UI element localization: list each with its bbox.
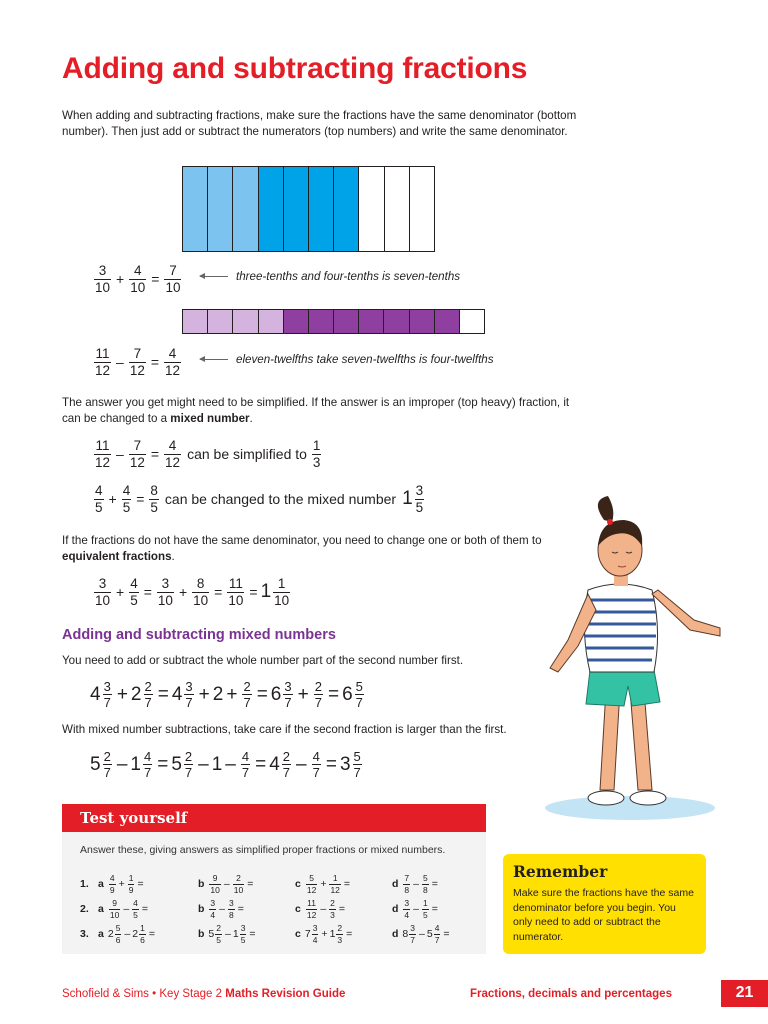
footer-book-info: Schofield & Sims • Key Stage 2 Maths Revision Guide (62, 988, 346, 1000)
question-2d: d 3 4 – $\frac{1}{5}$ = (392, 898, 438, 920)
bar-segment (359, 310, 384, 333)
bar-segment (435, 310, 460, 333)
equation-mixed-addition: 4 3 7 + 2 $\frac{2}{7}$ = 4 3 7 + 2 + $\frac{2}{7}$ = 6 3 7 + $\frac{2}{7}$ = 6 5 7 (90, 679, 363, 710)
equivalent-paragraph: If the fractions do not have the same denominator, you need to change one or both of them to equivalent fractions. (62, 534, 542, 563)
tenths-bar-diagram (182, 166, 435, 252)
bar-segment (259, 310, 284, 333)
girl-illustration (520, 490, 760, 825)
remember-box (503, 854, 706, 954)
question-row-2: 2. a 9 10 – $\frac{4}{5}$ = b 3 4 – $\frac{3}{8}$ = c 11 12 – $\frac{2}{3}$ = d 3 4 – $\frac{1}{5}$ = (80, 898, 438, 920)
mixed-paragraph: You need to add or subtract the whole number part of the second number first. (62, 654, 464, 667)
bar-segment (233, 310, 258, 333)
question-3d: d 8 3 7 – 5 $\frac{4}{7}$ = (392, 923, 450, 945)
bar-segment (385, 167, 410, 251)
subtraction-paragraph: With mixed number subtractions, take care if the second fraction is larger than the first. (62, 723, 507, 736)
equation-mixed-number: 4 5 + $\frac{4}{5}$ = $\frac{8}{5}$ can be changed to the mixed number 1 3 5 (95, 483, 424, 515)
fraction: $\frac{7}{10}$ (165, 263, 181, 295)
fraction: $\frac{4}{10}$ (130, 263, 146, 295)
bar-segment (208, 167, 233, 251)
equation-mixed-subtraction: 5 2 7 – 1 $\frac{4}{7}$ = 5 2 7 – 1 – $\frac{4}{7}$ = 4 2 7 – $\frac{4}{7}$ = 3 5 7 (90, 749, 361, 780)
fraction: $\frac{4}{12}$ (165, 346, 181, 378)
question-row-3: 3. a 2 5 6 – 2 $\frac{1}{6}$ = b 5 2 5 – 1 $\frac{3}{5}$ = c 7 3 4 + 1 $\frac{2}{3}$ = d 8 3 7 – 5 $\frac{4}{7}$ = (80, 923, 450, 945)
arrow-left-icon (200, 359, 228, 360)
remember-heading: Remember (513, 862, 608, 881)
mixed-numbers-heading: Adding and subtracting mixed numbers (62, 627, 336, 643)
bar-segment (410, 167, 434, 251)
fraction: $\frac{7}{12}$ (129, 438, 145, 470)
bar-segment (208, 310, 233, 333)
bar-segment (259, 167, 284, 251)
question-row-1: 1. a 4 9 + $\frac{1}{9}$ = b 9 10 – $\frac{2}{10}$ = c 5 12 + $\frac{1}{12}$ = d 7 8 – $\frac{5}{8}$ = (80, 873, 438, 895)
fraction: $\frac{4}{5}$ (122, 483, 131, 515)
fraction: $\frac{8}{5}$ (150, 483, 158, 515)
bar-segment (410, 310, 435, 333)
question-2c: c 11 12 – $\frac{2}{3}$ = (295, 898, 346, 920)
twelfths-bar-diagram (182, 309, 485, 334)
footer-section: Fractions, decimals and percentages (470, 988, 672, 1000)
bar-segment (233, 167, 258, 251)
fraction: 1 3 (312, 438, 321, 470)
question-3b: b 5 2 5 – 1 $\frac{3}{5}$ = (198, 923, 256, 945)
bar-segment (183, 310, 208, 333)
fraction: 4 5 (95, 483, 103, 515)
question-1a: a 4 9 + $\frac{1}{9}$ = (98, 873, 144, 895)
note-tenths: three-tenths and four-tenths is seven-tenths (200, 270, 460, 283)
question-1c: c 5 12 + $\frac{1}{12}$ = (295, 873, 351, 895)
equation-tenths: 3 10 + $\frac{4}{10}$ = $\frac{7}{10}$ (95, 263, 181, 295)
bar-segment (284, 167, 309, 251)
fraction: 11 12 (95, 346, 111, 378)
equation-equivalent: 3 10 + $\frac{4}{5}$ = $\frac{3}{10}$ + $\frac{8}{10}$ = $\frac{11}{10}$ = 1 1 10 (95, 576, 290, 608)
question-2b: b 3 4 – $\frac{3}{8}$ = (198, 898, 244, 920)
question-1d: d 7 8 – $\frac{5}{8}$ = (392, 873, 438, 895)
bar-segment (284, 310, 309, 333)
question-3c: c 7 3 4 + 1 $\frac{2}{3}$ = (295, 923, 353, 945)
question-1b: b 9 10 – $\frac{2}{10}$ = (198, 873, 254, 895)
page-number: 21 (721, 980, 768, 1007)
question-2a: a 9 10 – $\frac{4}{5}$ = (98, 898, 149, 920)
test-intro: Answer these, giving answers as simplified proper fractions or mixed numbers. (80, 844, 446, 856)
bar-segment (334, 167, 359, 251)
bar-segment (384, 310, 409, 333)
page-title: Adding and subtracting fractions (62, 52, 528, 85)
bar-segment (334, 310, 359, 333)
bar-segment (359, 167, 384, 251)
fraction: $\frac{4}{12}$ (165, 438, 181, 470)
note-twelfths: eleven-twelfths take seven-twelfths is four-twelfths (200, 353, 494, 366)
bar-segment (183, 167, 208, 251)
intro-paragraph: When adding and subtracting fractions, make sure the fractions have the same denominator (bottom number). Then just add or subtract the numerators (top numbers) and write the same denominator. (62, 109, 577, 138)
fraction: 3 5 (415, 483, 424, 515)
question-3a: a 2 5 6 – 2 $\frac{1}{6}$ = (98, 923, 155, 945)
simplify-paragraph: The answer you get might need to be simplified. If the answer is an improper (top heavy) fraction, it can be changed to a mixed number. (62, 396, 570, 425)
arrow-left-icon (200, 276, 228, 277)
bar-segment (460, 310, 484, 333)
fraction: $\frac{7}{12}$ (129, 346, 145, 378)
bar-segment (309, 167, 334, 251)
equation-twelfths: 11 12 – $\frac{7}{12}$ = $\frac{4}{12}$ (95, 346, 181, 378)
test-yourself-heading: Test yourself (62, 804, 486, 832)
fraction: 3 10 (95, 263, 111, 295)
remember-text: Make sure the fractions have the same denominator before you begin. You only need to add or subtract the numerator. (513, 887, 694, 943)
bar-segment (309, 310, 334, 333)
equation-simplify: 11 12 – $\frac{7}{12}$ = $\frac{4}{12}$ can be simplified to 1 3 (95, 438, 321, 470)
fraction: 11 12 (95, 438, 111, 470)
